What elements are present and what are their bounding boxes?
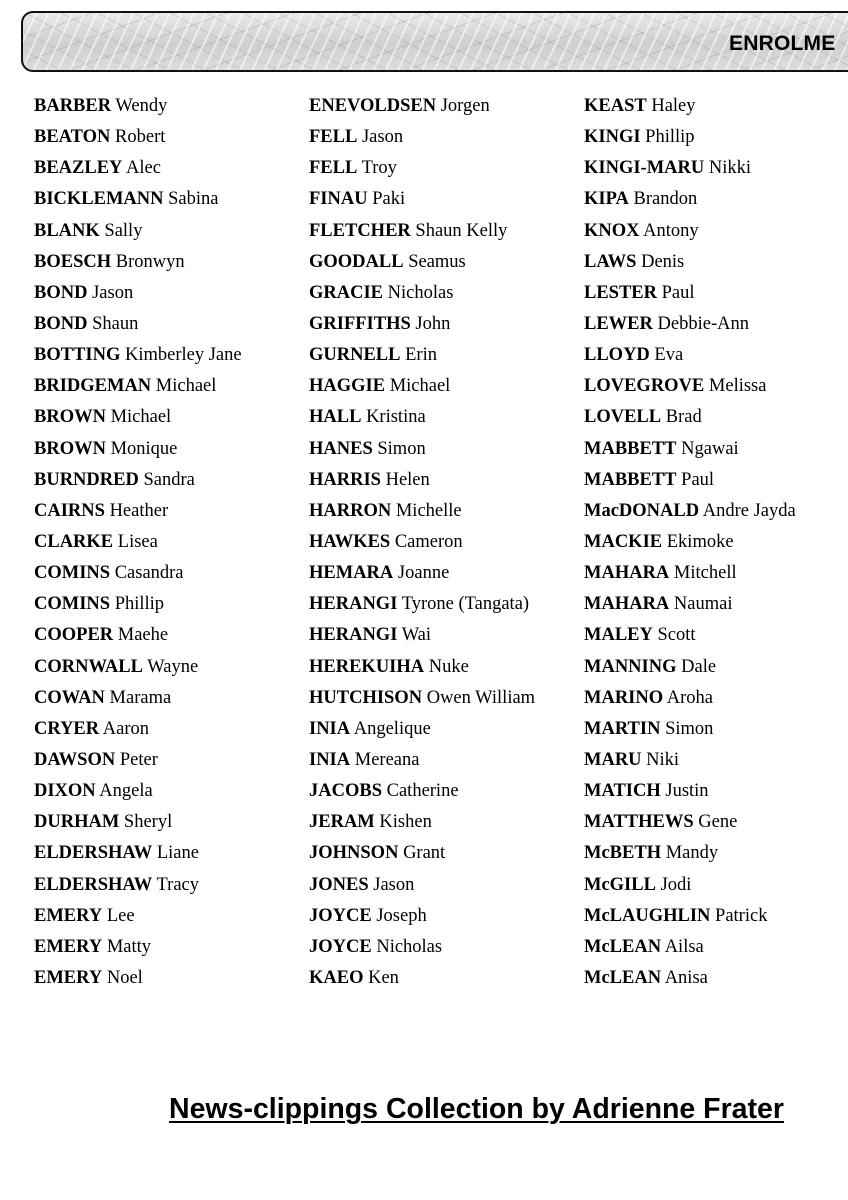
name-entry xyxy=(34,467,309,498)
name-entry xyxy=(309,404,584,435)
surname: McBETH xyxy=(584,843,662,864)
given-name: Tracy xyxy=(156,874,200,895)
name-entry xyxy=(584,342,848,373)
name-entry xyxy=(309,747,584,778)
given-name: Ngawai xyxy=(681,438,739,459)
name-entry xyxy=(34,685,309,716)
given-name: Haley xyxy=(651,96,696,116)
surname: KAEO xyxy=(309,967,364,988)
surname: BOND xyxy=(34,282,88,303)
given-name: Denis xyxy=(641,251,685,272)
name-entry xyxy=(584,218,848,249)
name-entry xyxy=(584,93,848,124)
given-name: Michael xyxy=(389,376,451,397)
given-name: Andre Jayda xyxy=(702,500,796,521)
surname: MacDONALD xyxy=(584,500,700,521)
surname: HARRON xyxy=(309,500,392,521)
surname: INIA xyxy=(309,718,351,739)
surname: JOYCE xyxy=(309,936,372,957)
footer-credit: News-clippings Collection by Adrienne Frater xyxy=(169,1093,784,1125)
given-name: Jorgen xyxy=(440,96,490,116)
name-entry xyxy=(34,93,309,124)
name-entry xyxy=(584,747,848,778)
name-entry xyxy=(584,622,848,653)
given-name: Robert xyxy=(115,127,166,148)
name-entry xyxy=(309,622,584,653)
given-name: Heather xyxy=(109,500,169,521)
name-entry xyxy=(309,342,584,373)
given-name: Nicholas xyxy=(376,936,443,957)
name-entry xyxy=(309,186,584,217)
given-name: Patrick xyxy=(715,905,768,926)
name-entry xyxy=(34,311,309,342)
given-name: Paki xyxy=(372,189,406,210)
given-name: Marama xyxy=(109,687,172,708)
surname: HALL xyxy=(309,407,362,428)
given-name: Aaron xyxy=(102,718,149,739)
given-name: John xyxy=(415,313,451,334)
given-name: Monique xyxy=(110,438,178,459)
given-name: Simon xyxy=(665,718,714,739)
name-entry xyxy=(309,872,584,903)
name-entry xyxy=(584,840,848,871)
given-name: Kimberley Jane xyxy=(124,345,242,366)
given-name: Nicholas xyxy=(387,282,454,303)
surname: LOVELL xyxy=(584,407,662,428)
surname: HUTCHISON xyxy=(309,687,423,708)
name-entry xyxy=(584,934,848,965)
header-banner xyxy=(21,11,848,72)
name-entry xyxy=(309,436,584,467)
surname: BEAZLEY xyxy=(34,158,123,179)
surname: BROWN xyxy=(34,438,106,459)
surname: MARINO xyxy=(584,687,664,708)
name-entry xyxy=(34,840,309,871)
name-entry xyxy=(34,622,309,653)
given-name: Michelle xyxy=(395,500,462,521)
surname: MAHARA xyxy=(584,563,670,584)
surname: McGILL xyxy=(584,874,656,895)
given-name: Aroha xyxy=(666,687,713,708)
given-name: Angelique xyxy=(353,718,431,739)
name-entry xyxy=(309,903,584,934)
name-entry xyxy=(34,218,309,249)
name-entry xyxy=(584,280,848,311)
surname: MACKIE xyxy=(584,531,663,552)
name-entry xyxy=(584,124,848,155)
surname: KIPA xyxy=(584,189,629,210)
name-entry xyxy=(34,809,309,840)
name-entry xyxy=(584,373,848,404)
name-entry xyxy=(584,467,848,498)
given-name: Eva xyxy=(654,345,684,366)
surname: GRIFFITHS xyxy=(309,313,411,334)
surname: BLANK xyxy=(34,220,100,241)
surname: CLARKE xyxy=(34,531,114,552)
surname: COMINS xyxy=(34,563,111,584)
name-entry xyxy=(34,778,309,809)
surname: HERANGI xyxy=(309,625,398,646)
name-entry xyxy=(309,498,584,529)
surname: HARRIS xyxy=(309,469,381,490)
name-entry xyxy=(309,716,584,747)
surname: COOPER xyxy=(34,625,114,646)
name-entry xyxy=(309,373,584,404)
surname: BOTTING xyxy=(34,345,121,366)
surname: HEMARA xyxy=(309,563,394,584)
name-entry xyxy=(584,404,848,435)
surname: COMINS xyxy=(34,594,111,615)
surname: CAIRNS xyxy=(34,500,105,521)
given-name: Tyrone (Tangata) xyxy=(401,594,530,615)
name-entry xyxy=(34,903,309,934)
surname: FINAU xyxy=(309,189,368,210)
surname: BEATON xyxy=(34,127,111,148)
given-name: Jason xyxy=(373,874,415,895)
name-entry xyxy=(584,529,848,560)
given-name: Scott xyxy=(657,625,696,646)
surname: FELL xyxy=(309,127,358,148)
given-name: Shaun xyxy=(92,313,139,334)
name-entry xyxy=(309,934,584,965)
given-name: Peter xyxy=(119,749,158,770)
surname: MALEY xyxy=(584,625,653,646)
banner-title: ENROLME xyxy=(729,32,836,55)
surname: LEWER xyxy=(584,313,653,334)
given-name: Helen xyxy=(385,469,430,490)
name-entry xyxy=(34,965,309,996)
surname: MATICH xyxy=(584,781,661,802)
surname: CRYER xyxy=(34,718,100,739)
surname: ENEVOLDSEN xyxy=(309,96,437,116)
name-entry xyxy=(34,404,309,435)
given-name: Sabina xyxy=(168,189,219,210)
given-name: Justin xyxy=(665,781,709,802)
given-name: Debbie-Ann xyxy=(657,313,749,334)
given-name: Phillip xyxy=(114,594,165,615)
surname: MABBETT xyxy=(584,469,677,490)
surname: JACOBS xyxy=(309,781,382,802)
name-entry xyxy=(584,716,848,747)
given-name: Paul xyxy=(681,469,715,490)
given-name: Alec xyxy=(126,158,161,179)
given-name: Mitchell xyxy=(673,563,737,584)
surname: LESTER xyxy=(584,282,658,303)
given-name: Bronwyn xyxy=(115,251,185,272)
surname: KNOX xyxy=(584,220,640,241)
name-entry xyxy=(309,809,584,840)
surname: MARTIN xyxy=(584,718,661,739)
name-entry xyxy=(34,373,309,404)
given-name: Nikki xyxy=(708,158,752,179)
given-name: Michael xyxy=(155,376,217,397)
given-name: Sally xyxy=(104,220,143,241)
surname: JERAM xyxy=(309,812,375,833)
name-column-1 xyxy=(34,93,309,996)
name-entry xyxy=(584,809,848,840)
surname: FLETCHER xyxy=(309,220,411,241)
name-entry xyxy=(309,591,584,622)
given-name: Casandra xyxy=(114,563,184,584)
surname: JONES xyxy=(309,874,369,895)
surname: McLEAN xyxy=(584,936,662,957)
name-entry xyxy=(309,280,584,311)
name-entry xyxy=(34,716,309,747)
surname: MARU xyxy=(584,749,642,770)
name-entry xyxy=(34,747,309,778)
given-name: Lee xyxy=(106,905,135,926)
given-name: Ailsa xyxy=(664,936,704,957)
given-name: Troy xyxy=(361,158,397,179)
surname: COWAN xyxy=(34,687,105,708)
given-name: Erin xyxy=(405,345,437,366)
name-entry xyxy=(309,560,584,591)
name-entry xyxy=(34,124,309,155)
name-entry xyxy=(309,218,584,249)
surname: MANNING xyxy=(584,656,677,677)
name-column-2 xyxy=(309,93,584,996)
surname: EMERY xyxy=(34,905,103,926)
name-entry xyxy=(34,498,309,529)
surname: BROWN xyxy=(34,407,106,428)
given-name: Anisa xyxy=(664,967,708,988)
name-entry xyxy=(34,654,309,685)
surname: HAGGIE xyxy=(309,376,386,397)
given-name: Nuke xyxy=(428,656,469,677)
name-entry xyxy=(584,498,848,529)
surname: KINGI-MARU xyxy=(584,158,705,179)
surname: BURNDRED xyxy=(34,469,139,490)
given-name: Michael xyxy=(110,407,172,428)
given-name: Antony xyxy=(643,220,699,241)
given-name: Catherine xyxy=(386,781,459,802)
name-entry xyxy=(309,93,584,124)
surname: GRACIE xyxy=(309,282,384,303)
name-entry xyxy=(309,249,584,280)
given-name: Niki xyxy=(646,749,680,770)
name-entry xyxy=(584,872,848,903)
surname: DIXON xyxy=(34,781,96,802)
surname: HEREKUIHA xyxy=(309,656,425,677)
given-name: Owen William xyxy=(426,687,536,708)
given-name: Naumai xyxy=(673,594,733,615)
given-name: Lisea xyxy=(117,531,158,552)
surname: MATTHEWS xyxy=(584,812,694,833)
surname: BOND xyxy=(34,313,88,334)
name-entry xyxy=(584,685,848,716)
given-name: Wai xyxy=(401,625,432,646)
given-name: Liane xyxy=(156,843,199,864)
surname: McLAUGHLIN xyxy=(584,905,711,926)
name-entry xyxy=(309,654,584,685)
given-name: Noel xyxy=(106,967,143,988)
given-name: Mereana xyxy=(354,749,420,770)
given-name: Gene xyxy=(698,812,738,833)
surname: ELDERSHAW xyxy=(34,874,153,895)
name-entry xyxy=(34,280,309,311)
name-entry xyxy=(309,965,584,996)
given-name: Brad xyxy=(665,407,702,428)
given-name: Maehe xyxy=(117,625,169,646)
name-entry xyxy=(584,311,848,342)
name-entry xyxy=(584,965,848,996)
surname: GURNELL xyxy=(309,345,401,366)
name-entry xyxy=(584,778,848,809)
given-name: Melissa xyxy=(708,376,767,397)
given-name: Seamus xyxy=(408,251,466,272)
given-name: Brandon xyxy=(633,189,698,210)
given-name: Ekimoke xyxy=(666,531,734,552)
surname: LOVEGROVE xyxy=(584,376,705,397)
name-entry xyxy=(309,840,584,871)
name-entry xyxy=(309,529,584,560)
given-name: Jason xyxy=(92,282,134,303)
surname: CORNWALL xyxy=(34,656,143,677)
given-name: Ken xyxy=(368,967,399,988)
name-entry xyxy=(584,249,848,280)
surname: BRIDGEMAN xyxy=(34,376,152,397)
given-name: Wayne xyxy=(147,656,199,677)
surname: ELDERSHAW xyxy=(34,843,153,864)
name-entry xyxy=(584,591,848,622)
surname: FELL xyxy=(309,158,358,179)
name-entry xyxy=(584,155,848,186)
name-entry xyxy=(309,155,584,186)
name-entry xyxy=(584,903,848,934)
name-entry xyxy=(34,560,309,591)
name-entry xyxy=(309,778,584,809)
surname: MABBETT xyxy=(584,438,677,459)
surname: KEAST xyxy=(584,96,647,116)
name-entry xyxy=(309,685,584,716)
name-entry xyxy=(584,560,848,591)
name-entry xyxy=(34,342,309,373)
name-entry xyxy=(34,934,309,965)
given-name: Simon xyxy=(377,438,426,459)
name-entry xyxy=(584,436,848,467)
surname: McLEAN xyxy=(584,967,662,988)
name-entry xyxy=(34,186,309,217)
surname: DURHAM xyxy=(34,812,120,833)
surname: MAHARA xyxy=(584,594,670,615)
surname: EMERY xyxy=(34,967,103,988)
given-name: Sandra xyxy=(143,469,195,490)
surname: LLOYD xyxy=(584,345,650,366)
name-entry xyxy=(309,311,584,342)
name-entry xyxy=(584,654,848,685)
surname: HANES xyxy=(309,438,373,459)
surname: BOESCH xyxy=(34,251,112,272)
surname: GOODALL xyxy=(309,251,404,272)
given-name: Jodi xyxy=(660,874,692,895)
surname: HAWKES xyxy=(309,531,391,552)
name-entry xyxy=(309,467,584,498)
surname: JOHNSON xyxy=(309,843,399,864)
surname: HERANGI xyxy=(309,594,398,615)
surname: INIA xyxy=(309,749,351,770)
given-name: Wendy xyxy=(115,96,168,116)
name-entry xyxy=(34,249,309,280)
given-name: Grant xyxy=(403,843,446,864)
given-name: Angela xyxy=(99,781,153,802)
given-name: Joanne xyxy=(397,563,450,584)
given-name: Shaun Kelly xyxy=(415,220,508,241)
name-entry xyxy=(34,872,309,903)
surname: BARBER xyxy=(34,96,112,116)
given-name: Sheryl xyxy=(123,812,173,833)
surname: KINGI xyxy=(584,127,641,148)
given-name: Dale xyxy=(681,656,717,677)
surname: LAWS xyxy=(584,251,637,272)
surname: DAWSON xyxy=(34,749,116,770)
given-name: Kristina xyxy=(366,407,426,428)
name-column-3 xyxy=(584,93,848,996)
given-name: Kishen xyxy=(379,812,432,833)
name-entry xyxy=(34,436,309,467)
given-name: Matty xyxy=(106,936,152,957)
given-name: Joseph xyxy=(376,905,427,926)
given-name: Jason xyxy=(361,127,404,148)
surname: BICKLEMANN xyxy=(34,189,164,210)
name-entry xyxy=(34,155,309,186)
name-entry xyxy=(34,529,309,560)
surname: EMERY xyxy=(34,936,103,957)
given-name: Mandy xyxy=(665,843,719,864)
given-name: Paul xyxy=(661,282,695,303)
name-entry xyxy=(584,186,848,217)
name-entry xyxy=(34,591,309,622)
given-name: Cameron xyxy=(394,531,463,552)
name-entry xyxy=(309,124,584,155)
given-name: Phillip xyxy=(645,127,695,148)
surname: JOYCE xyxy=(309,905,372,926)
